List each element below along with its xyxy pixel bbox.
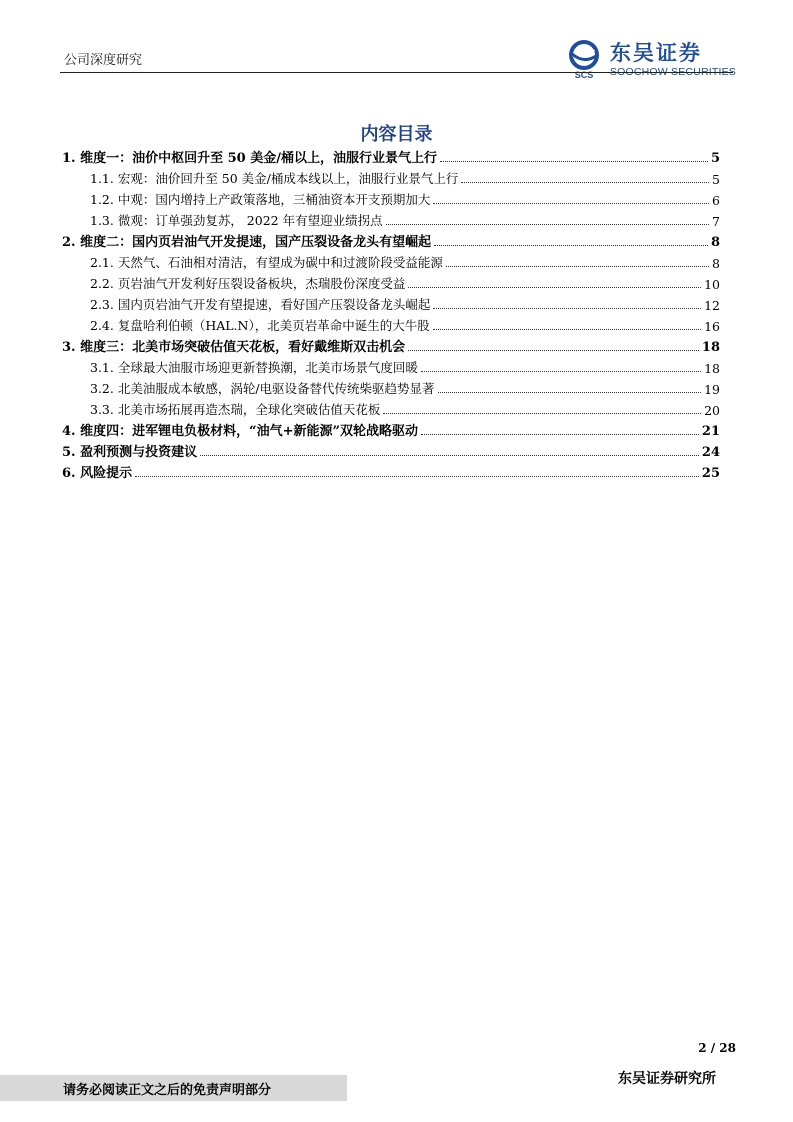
toc-entry-title: 1.2. 中观：国内增持上产政策落地，三桶油资本开支预期加大 [90, 192, 431, 207]
logo-chinese-name: 东吴证券 [609, 40, 702, 65]
toc-leader-dots [421, 434, 699, 435]
toc-leader-dots [135, 476, 699, 477]
toc-entry-title: 3.2. 北美油服成本敏感，涡轮/电驱设备替代传统柴驱趋势显著 [90, 381, 435, 396]
toc-entry-page: 16 [704, 319, 720, 334]
toc-entry-title: 3.1. 全球最大油服市场迎更新替换潮，北美市场景气度回暖 [90, 360, 418, 375]
toc-leader-dots [446, 266, 709, 267]
toc-entry-page: 25 [701, 466, 720, 481]
toc-entry-page: 5 [712, 172, 720, 187]
toc-entry-page: 20 [704, 403, 720, 418]
logo-english-name: SOOCHOW SECURITIES [609, 65, 736, 78]
header-divider [60, 72, 733, 73]
toc-chapter-entry[interactable] [62, 145, 720, 166]
toc-leader-dots [433, 329, 701, 330]
toc-entry-page: 18 [704, 361, 720, 376]
toc-entry-title: 2.1. 天然气、石油相对清洁，有望成为碳中和过渡阶段受益能源 [90, 255, 443, 270]
toc-chapter-entry[interactable] [62, 460, 720, 481]
document-type-label: 公司深度研究 [64, 53, 143, 68]
page-indicator: 2 / 28 [698, 1041, 736, 1055]
toc-entry-page: 6 [712, 193, 720, 208]
toc-section-entry[interactable] [62, 397, 720, 418]
toc-leader-dots [383, 413, 701, 414]
toc-entry-page: 10 [704, 277, 720, 292]
toc-section-entry[interactable] [62, 355, 720, 376]
toc-leader-dots [408, 350, 699, 351]
logo-mark-text: SCS [574, 70, 594, 80]
toc-leader-dots [438, 392, 702, 393]
toc-leader-dots [433, 203, 709, 204]
toc-entry-title: 1. 维度一：油价中枢回升至 50 美金/桶以上，油服行业景气上行 [62, 151, 437, 166]
toc-leader-dots [434, 245, 708, 246]
toc-entry-page: 21 [701, 424, 720, 439]
toc-chapter-entry[interactable] [62, 229, 720, 250]
disclaimer-banner [0, 1075, 347, 1101]
toc-title: 内容目录 [360, 124, 433, 145]
toc-entry-page: 8 [710, 235, 720, 250]
toc-section-entry[interactable] [62, 166, 720, 187]
toc-section-entry[interactable] [62, 376, 720, 397]
toc-entry-title: 3. 维度三：北美市场突破估值天花板，看好戴维斯双击机会 [62, 340, 406, 355]
toc-chapter-entry[interactable] [62, 439, 720, 460]
disclaimer-text: 请务必阅读正文之后的免责声明部分 [63, 1082, 272, 1098]
toc-entry-title: 2.4. 复盘哈利伯顿（HAL.N），北美页岩革命中诞生的大牛股 [90, 318, 430, 333]
toc-section-entry[interactable] [62, 208, 720, 229]
toc-entry-title: 1.3. 微观：订单强劲复苏， 2022 年有望迎业绩拐点 [90, 213, 383, 228]
soochow-logo-icon [564, 40, 604, 80]
toc-entry-title: 5. 盈利预测与投资建议 [62, 445, 198, 460]
toc-leader-dots [433, 308, 701, 309]
toc-entry-title: 1.1. 宏观：油价回升至 50 美金/桶成本线以上，油服行业景气上行 [90, 171, 459, 186]
toc-section-entry[interactable] [62, 292, 720, 313]
toc-entry-page: 19 [704, 382, 720, 397]
toc-chapter-entry[interactable] [62, 418, 720, 439]
toc-entry-title: 4. 维度四：进军锂电负极材料，“油气+新能源”双轮战略驱动 [62, 424, 418, 439]
toc-entry-title: 2.2. 页岩油气开发利好压裂设备板块，杰瑞股份深度受益 [90, 276, 406, 291]
toc-leader-dots [440, 161, 708, 162]
toc-leader-dots [408, 287, 701, 288]
toc-entry-page: 8 [712, 256, 720, 271]
toc-entry-title: 2.3. 国内页岩油气开发有望提速，看好国产压裂设备龙头崛起 [90, 297, 431, 312]
toc-entry-page: 5 [710, 151, 720, 166]
toc-section-entry[interactable] [62, 187, 720, 208]
toc-entry-page: 24 [701, 445, 720, 460]
toc-leader-dots [421, 371, 701, 372]
toc-entry-page: 18 [701, 340, 720, 355]
company-logo [564, 40, 736, 80]
toc-entry-page: 7 [712, 214, 720, 229]
toc-entry-title: 3.3. 北美市场拓展再造杰瑞，全球化突破估值天花板 [90, 402, 381, 417]
toc-leader-dots [461, 182, 709, 183]
toc-entry-page: 12 [704, 298, 720, 313]
table-of-contents [62, 145, 720, 481]
toc-section-entry[interactable] [62, 250, 720, 271]
toc-leader-dots [200, 455, 699, 456]
toc-entry-title: 2. 维度二：国内页岩油气开发提速，国产压裂设备龙头有望崛起 [62, 235, 432, 250]
institute-name: 东吴证券研究所 [618, 1071, 716, 1087]
toc-section-entry[interactable] [62, 271, 720, 292]
toc-chapter-entry[interactable] [62, 334, 720, 355]
toc-leader-dots [386, 224, 709, 225]
toc-section-entry[interactable] [62, 313, 720, 334]
toc-entry-title: 6. 风险提示 [62, 466, 133, 481]
